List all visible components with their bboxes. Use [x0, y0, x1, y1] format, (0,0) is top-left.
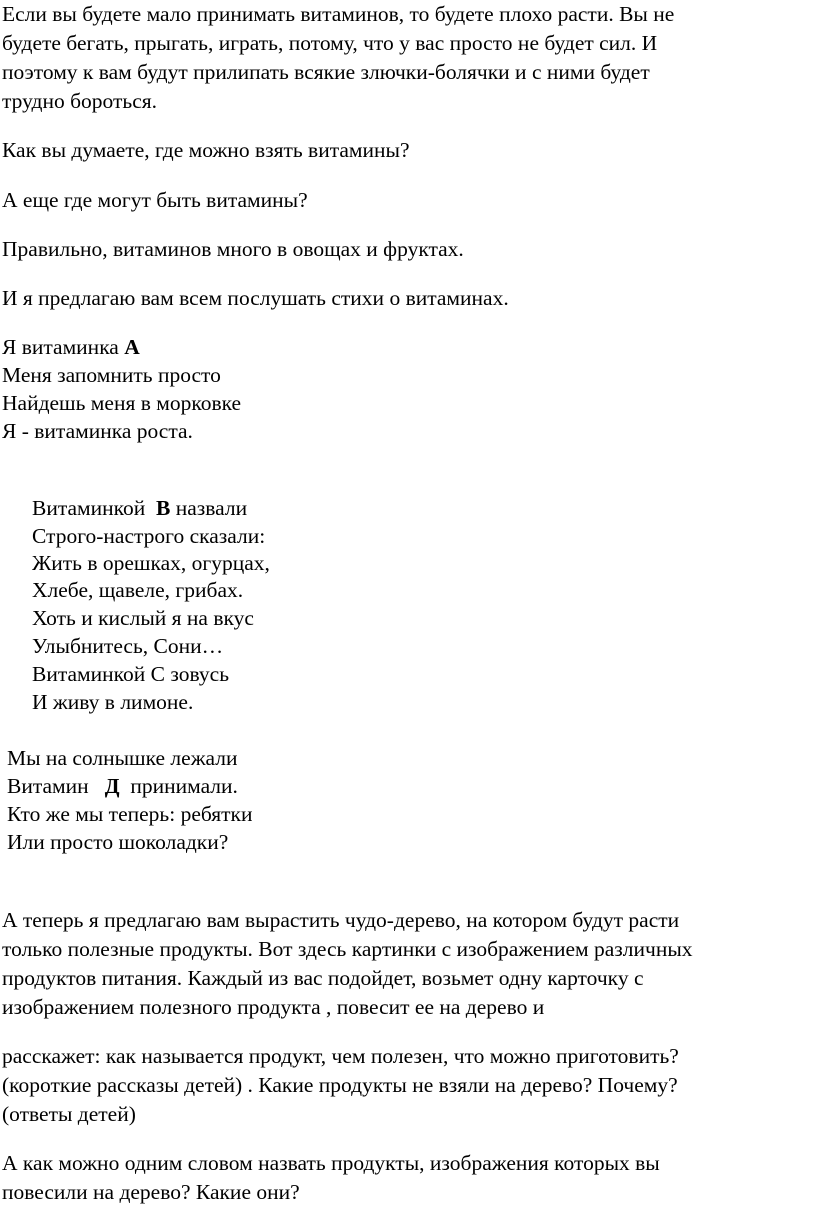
- poem-b-line-4: Хлебе, щавеле, грибах.: [32, 578, 244, 602]
- intro-line-1: Если вы будете мало принимать витаминов, то будете плохо расти. Вы не: [2, 2, 675, 26]
- tree-line-2: только полезные продукты. Вот здесь картинки с изображением различных: [2, 937, 693, 961]
- offer-poems: И я предлагаю вам всем послушать стихи о витаминах.: [2, 286, 509, 310]
- question-where-else: А еще где могут быть витамины?: [2, 188, 308, 212]
- final-line-1: А как можно одним словом назвать продукты, изображения которых вы: [2, 1151, 660, 1175]
- tell-line-1: расскажет: как называется продукт, чем полезен, что можно приготовить?: [2, 1044, 679, 1068]
- intro-line-2: будете бегать, прыгать, играть, потому, что у вас просто не будет сил. И: [2, 31, 658, 55]
- poem-b-line-1-post: назвали: [170, 496, 248, 520]
- intro-line-4: трудно бороться.: [2, 89, 158, 113]
- poem-d-letter: Д: [104, 774, 120, 798]
- poem-b-line-8: И живу в лимоне.: [32, 690, 194, 714]
- poem-a-letter: А: [124, 335, 140, 359]
- poem-d-line-2-pre: Витамин: [7, 774, 105, 798]
- poem-d-line-3: Кто же мы теперь: ребятки: [7, 802, 253, 826]
- poem-d-line-2-post: принимали.: [119, 774, 238, 798]
- poem-d-line-2: [7, 772, 238, 800]
- poem-b-letter: В: [156, 496, 171, 520]
- answer-vegetables-fruits: Правильно, витаминов много в овощах и фруктах.: [2, 237, 464, 261]
- question-where-vitamins: Как вы думаете, где можно взять витамины?: [2, 138, 410, 162]
- poem-b-line-5: Хоть и кислый я на вкус: [32, 606, 254, 630]
- poem-b-line-6: Улыбнитесь, Сони…: [32, 634, 224, 658]
- tree-line-4: изображением полезного продукта , повесит ее на дерево и: [2, 995, 545, 1019]
- poem-a-line-1: [2, 333, 140, 361]
- tree-line-3: продуктов питания. Каждый из вас подойдет, возьмет одну карточку с: [2, 966, 644, 990]
- poem-a-line-3: Найдешь меня в морковке: [2, 391, 242, 415]
- intro-line-3: поэтому к вам будут прилипать всякие злючки-болячки и с ними будет: [2, 60, 650, 84]
- poem-b-line-7: Витаминкой С зовусь: [32, 662, 229, 686]
- poem-b-line-1-pre: Витаминкой: [32, 496, 157, 520]
- poem-d-line-4: Или просто шоколадки?: [7, 830, 229, 854]
- poem-b-line-3: Жить в орешках, огурцах,: [32, 551, 270, 575]
- poem-d-line-1: Мы на солнышке лежали: [7, 746, 238, 770]
- poem-b-line-2: Строго-настрого сказали:: [32, 524, 266, 548]
- poem-a-line-1-text: Я витаминка: [2, 335, 125, 359]
- poem-b-line-1: [32, 494, 247, 522]
- final-line-2: повесили на дерево? Какие они?: [2, 1180, 300, 1204]
- poem-a-line-2: Меня запомнить просто: [2, 363, 221, 387]
- poem-a-line-4: Я - витаминка роста.: [2, 419, 193, 443]
- tell-line-3: (ответы детей): [2, 1102, 136, 1126]
- tell-line-2: (короткие рассказы детей) . Какие продукты не взяли на дерево? Почему?: [2, 1073, 678, 1097]
- tree-line-1: А теперь я предлагаю вам вырастить чудо-дерево, на котором будут расти: [2, 908, 680, 932]
